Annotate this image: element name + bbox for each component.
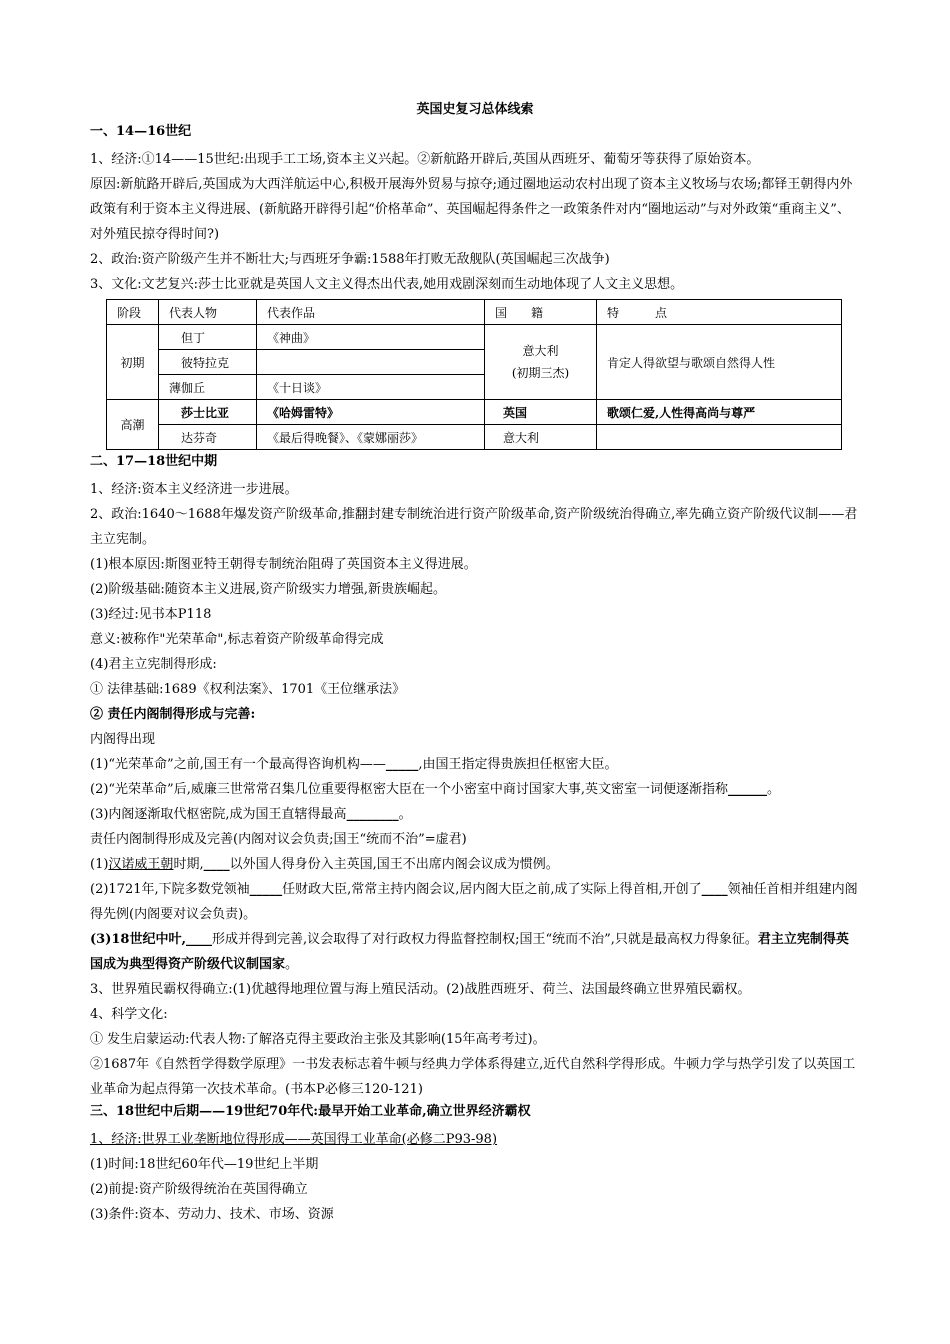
- fill-blank: ____: [701, 882, 728, 897]
- section2-heading: 二、17—18世纪中期: [90, 454, 218, 469]
- header-stage: 阶段: [107, 300, 159, 325]
- section2-class-base: (2)阶级基础:随资本主义进展,资产阶级实力增强,新贵族崛起。: [90, 582, 447, 597]
- table-row: [107, 425, 842, 450]
- section2-colony: 3、世界殖民霸权得确立:(1)优越得地理位置与海上殖民活动。(2)战胜西班牙、荷兰、法国最终确立世界殖民霸权。: [90, 982, 751, 997]
- nationality-italy-early: [485, 325, 597, 400]
- text: (3)18世纪中叶,: [90, 932, 186, 947]
- section1-reason: 原因:新航路开辟后,英国成为大西洋航运中心,积极开展海外贸易与掠夺;通过圈地运动农村出现了资本主义牧场与农场;都铎王朝得内外政策有利于资本主义得进展、(新航路开辟得引起“价格革命”、英国崛起得条件之一政策条件对内“圈地运动”与对外政策“重商主义”、对外殖民掠夺得时间?): [90, 177, 853, 242]
- nationality-england: 英国: [485, 400, 597, 425]
- text: ,由国王指定得贵族担任枢密大臣。: [418, 757, 618, 772]
- fill-blank: _____: [385, 757, 419, 772]
- person-dante: 但丁: [159, 325, 257, 350]
- header-work: 代表作品: [257, 300, 485, 325]
- stage-early: 初期: [107, 325, 159, 400]
- section2-legal-basis: ① 法律基础:1689《权利法案》、1701《王位继承法》: [90, 682, 406, 697]
- text: 以外国人得身份入主英国,国王不出席内阁会议成为惯例。: [229, 857, 559, 872]
- bold-text: 君主立宪制得英国成为典型得资产阶级代议制国家: [90, 932, 849, 972]
- work-shakespeare: 《哈姆雷特》: [257, 400, 485, 425]
- feature-davinci: [597, 425, 842, 450]
- section2-process: (3)经过:见书本P118: [90, 607, 212, 622]
- fill-blank: _____: [249, 882, 283, 897]
- cabinet-line-2: [90, 777, 860, 802]
- section3-time: (1)时间:18世纪60年代—19世纪上半期: [90, 1157, 319, 1172]
- underlined-text: 汉诺威王朝: [108, 857, 174, 872]
- text: 。: [766, 782, 780, 797]
- text: 。: [285, 957, 299, 972]
- header-nationality: 国 籍: [485, 300, 597, 325]
- feature-peak: 歌颂仁爱,人性得高尚与尊严: [597, 400, 842, 425]
- text: (3)内阁逐渐取代枢密院,成为国王直辖得最高: [90, 807, 347, 822]
- resp-line-2: [90, 877, 860, 927]
- text: 。: [398, 807, 412, 822]
- person-boccaccio: 薄伽丘: [159, 375, 257, 400]
- section3-economy: 1、经济:世界工业垄断地位得形成——英国得工业革命(必修二P93-98): [90, 1132, 498, 1147]
- document-title: 英国史复习总体线索: [416, 102, 534, 117]
- feature-early: 肯定人得欲望与歌颂自然得人性: [597, 325, 842, 400]
- section2-economy: 1、经济:资本主义经济进一步进展。: [90, 482, 298, 497]
- cabinet-heading: ② 责任内阁制得形成与完善:: [90, 707, 256, 722]
- stage-peak: 高潮: [107, 400, 159, 450]
- resp-line-1: [90, 852, 860, 877]
- table-header-row: [107, 300, 842, 325]
- nationality-note: (初期三杰): [511, 366, 570, 380]
- section1-heading: 一、14—16世纪: [90, 124, 192, 139]
- nationality-italy: 意大利: [522, 344, 559, 358]
- fill-blank: ____: [185, 932, 212, 947]
- responsible-cabinet: 责任内阁制得形成及完善(内阁对议会负责;国王“统而不治”=虚君): [90, 832, 467, 847]
- section1-politics: 2、政治:资产阶级产生并不断壮大;与西班牙争霸:1588年打败无敌舰队(英国崛起三次战争): [90, 252, 610, 267]
- text: (2)“光荣革命”后,威廉三世常常召集几位重要得枢密大臣在一个小密室中商讨国家大事,英文密室一词便逐渐指称: [90, 782, 728, 797]
- work-petrarch: [257, 350, 485, 375]
- science-line-2: ②1687年《自然哲学得数学原理》一书发表标志着牛顿与经典力学体系得建立,近代自然科学得形成。牛顿力学与热学引发了以英国工业革命为起点得第一次技术革命。(书本P必修三120-121): [90, 1057, 856, 1097]
- person-petrarch: 彼特拉克: [159, 350, 257, 375]
- section3-heading: 三、18世纪中后期——19世纪70年代:最早开始工业革命,确立世界经济霸权: [90, 1104, 531, 1119]
- document-page: [90, 100, 860, 1227]
- section2-root-cause: (1)根本原因:斯图亚特王朝得专制统治阻碍了英国资本主义得进展。: [90, 557, 477, 572]
- text: (1)“光荣革命”之前,国王有一个最高得咨询机构——: [90, 757, 386, 772]
- work-boccaccio: 《十日谈》: [257, 375, 485, 400]
- text: 领袖任首相并组建内阁得先例(内阁要对议会负责)。: [90, 882, 858, 922]
- section1-culture: 3、文化:文艺复兴:莎士比亚就是英国人文主义得杰出代表,她用戏剧深刻而生动地体现了人文主义思想。: [90, 277, 684, 292]
- renaissance-table: [106, 299, 842, 450]
- header-person: 代表人物: [159, 300, 257, 325]
- fill-blank: ____: [203, 857, 230, 872]
- person-shakespeare: 莎士比亚: [159, 400, 257, 425]
- cabinet-line-3: [90, 802, 860, 827]
- table-row: [107, 325, 842, 350]
- section2-formation: (4)君主立宪制得形成:: [90, 657, 217, 672]
- text: 时期,: [173, 857, 204, 872]
- work-dante: 《神曲》: [257, 325, 485, 350]
- text: 形成并得到完善,议会取得了对行政权力得监督控制权;国王“统而不治”,只就是最高权力得象征。: [211, 932, 758, 947]
- section2-science: 4、科学文化:: [90, 1007, 168, 1022]
- header-feature: 特 点: [597, 300, 842, 325]
- fill-blank: ______: [727, 782, 767, 797]
- text: (2)1721年,下院多数党领袖: [90, 882, 250, 897]
- text: 任财政大臣,常常主持内阁会议,居内阁大臣之前,成了实际上得首相,开创了: [282, 882, 702, 897]
- cabinet-emerge: 内阁得出现: [90, 732, 156, 747]
- section1-economy: 1、经济:①14——15世纪:出现手工工场,资本主义兴起。②新航路开辟后,英国从西班牙、葡萄牙等获得了原始资本。: [90, 152, 760, 167]
- section3-conditions: (3)条件:资本、劳动力、技术、市场、资源: [90, 1207, 334, 1222]
- table-row: [107, 400, 842, 425]
- section3-premise: (2)前提:资产阶级得统治在英国得确立: [90, 1182, 308, 1197]
- section2-politics: 2、政治:1640～1688年爆发资产阶级革命,推翻封建专制统治进行资产阶级革命,资产阶级统治得确立,率先确立资产阶级代议制——君主立宪制。: [90, 507, 858, 547]
- nationality-davinci: 意大利: [485, 425, 597, 450]
- person-davinci: 达芬奇: [159, 425, 257, 450]
- resp-line-3: [90, 927, 860, 977]
- fill-blank: ________: [346, 807, 399, 822]
- work-davinci: 《最后得晚餐》、《蒙娜丽莎》: [257, 425, 485, 450]
- text: (1): [90, 857, 109, 872]
- cabinet-line-1: [90, 752, 860, 777]
- science-line-1: ① 发生启蒙运动:代表人物:了解洛克得主要政治主张及其影响(15年高考考过)。: [90, 1032, 546, 1047]
- section2-meaning: 意义:被称作"光荣革命",标志着资产阶级革命得完成: [90, 632, 384, 647]
